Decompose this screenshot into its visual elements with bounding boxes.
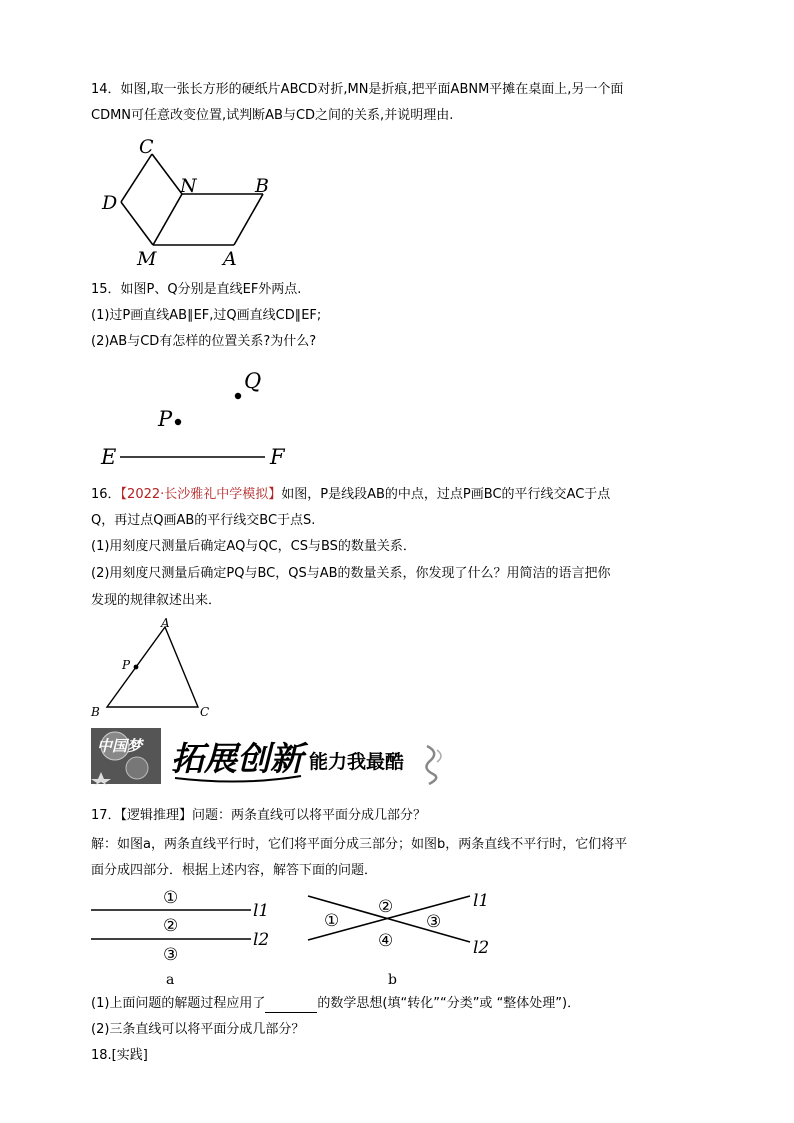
q17-figure-a <box>88 884 278 992</box>
banner-graphic <box>91 728 451 786</box>
label-Q: Q <box>244 369 262 393</box>
q15-line-3: (2)AB与CD有怎样的位置关系?为什么? <box>91 334 317 349</box>
label-P: P <box>122 658 131 672</box>
caption-a: a <box>166 972 175 988</box>
label-A: A <box>161 616 170 630</box>
region-3: ③ <box>163 945 179 965</box>
region-2: ② <box>378 897 394 917</box>
label-A: A <box>223 248 237 270</box>
label-C: C <box>200 705 210 719</box>
q14-line-1: 14．如图,取一张长方形的硬纸片ABCD对折,MN是折痕,把平面ABNM平摊在桌面上,另一个面 <box>91 82 624 97</box>
q17-sub1 <box>91 995 580 1013</box>
q16-line-1 <box>91 486 610 504</box>
swirl-ornament-icon <box>426 746 436 784</box>
q17-line-2: 解：如图a，两条直线平行时，它们将平面分成三部分；如图b，两条直线不平行时，它们将平 <box>91 837 628 852</box>
edge-BA <box>234 194 263 245</box>
edge-NM <box>153 194 182 245</box>
q18-line-1: 18.[实践] <box>91 1048 148 1063</box>
q16-source-tag: 【2022·长沙雅礼中学模拟】 <box>120 487 282 502</box>
q16-prefix: 16． <box>91 487 121 502</box>
label-l2: l2 <box>473 938 490 958</box>
label-M: M <box>137 248 157 270</box>
label-l1: l1 <box>253 901 270 921</box>
label-P: P <box>158 407 173 431</box>
q16-line-3: (1)用刻度尺测量后确定AQ与QC，CS与BS的数量关系． <box>91 539 416 554</box>
region-2: ② <box>163 916 179 936</box>
label-C: C <box>139 136 154 158</box>
point-Q <box>235 393 241 399</box>
label-l2: l2 <box>253 930 270 950</box>
edge-CN <box>152 154 182 194</box>
label-l1: l1 <box>473 891 490 911</box>
label-D: D <box>102 192 118 214</box>
region-3: ③ <box>426 912 442 932</box>
q15-figure <box>95 362 305 470</box>
label-N: N <box>180 175 197 197</box>
q16-line-1-text: 如图，P是线段AB的中点，过点P画BC的平行线交AC于点 <box>281 487 611 502</box>
label-B: B <box>91 705 100 719</box>
q16-line-4: (2)用刻度尺测量后确定PQ与BC，QS与AB的数量关系，你发现了什么？用简洁的语言把你 <box>91 566 611 581</box>
q17-sub1-before: (1)上面问题的解题过程应用了 <box>91 996 266 1011</box>
q15-line-1: 15．如图P、Q分别是直线EF外两点. <box>91 282 302 297</box>
q16-line-5: 发现的规律叙述出来． <box>91 593 222 608</box>
q17-sub1-after: 的数学思想(填“转化”“分类”或 “整体处理”)． <box>317 996 581 1011</box>
q17-line-3: 面分成四部分．根据上述内容，解答下面的问题． <box>91 863 378 878</box>
q16-figure <box>88 615 228 721</box>
label-F: F <box>270 445 285 469</box>
q15-line-2: (1)过P画直线AB∥EF,过Q画直线CD∥EF; <box>91 308 322 323</box>
q14-line-2: CDMN可任意改变位置,试判断AB与CD之间的关系,并说明理由. <box>91 108 454 123</box>
region-4: ④ <box>378 931 394 951</box>
q17-figure-b <box>300 884 500 992</box>
point-P <box>175 419 181 425</box>
caption-b: b <box>388 972 397 988</box>
label-B: B <box>255 175 269 197</box>
q14-figure <box>95 133 285 273</box>
section-banner <box>91 728 451 786</box>
edge-CD <box>121 154 152 202</box>
q16-line-2: Q，再过点Q画AB的平行线交BC于点S. <box>91 513 316 528</box>
q17-sub2: (2)三条直线可以将平面分成几部分？ <box>91 1022 305 1037</box>
badge-text: 中国梦 <box>97 737 143 755</box>
banner-subtitle: 能力我最酷 <box>309 751 405 773</box>
answer-blank <box>265 999 317 1013</box>
region-1: ① <box>163 888 179 908</box>
label-E: E <box>101 445 117 469</box>
point-P <box>134 665 139 670</box>
q17-line-1: 17．【逻辑推理】问题：两条直线可以将平面分成几部分？ <box>91 808 427 823</box>
region-1: ① <box>324 911 340 931</box>
banner-title: 拓展创新 <box>171 739 303 778</box>
edge-DM <box>121 202 153 245</box>
triangle-ABC <box>107 627 198 707</box>
